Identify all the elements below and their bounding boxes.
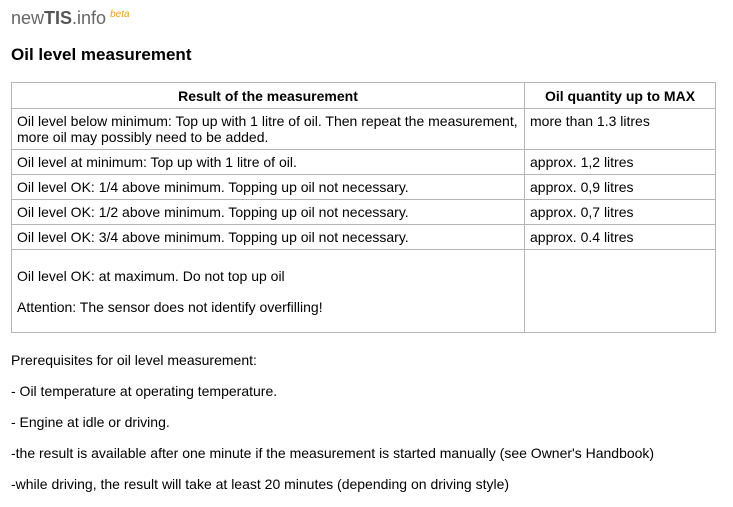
prerequisite-item: - Oil temperature at operating temperature. [11,383,278,399]
prerequisites-section [11,352,654,507]
table-row [12,225,716,250]
prerequisite-item: - Engine at idle or driving. [11,414,170,430]
attention-note: Attention: The sensor does not identify overfilling! [17,298,323,315]
result-cell [12,250,525,333]
table-row [12,109,716,150]
table-row [12,175,716,200]
result-cell: Oil level OK: 1/4 above minimum. Topping up oil not necessary. [12,175,525,200]
table-row [12,200,716,225]
result-cell: Oil level OK: 1/2 above minimum. Topping up oil not necessary. [12,200,525,225]
table-row [12,250,716,333]
result-cell: Oil level below minimum: Top up with 1 litre of oil. Then repeat the measurement, more oil may possibly need to be added. [12,109,525,150]
prerequisite-item: -while driving, the result will take at least 20 minutes (depending on driving style) [11,476,510,492]
prerequisites-heading: Prerequisites for oil level measurement: [11,352,257,368]
quantity-cell: approx. 0,7 litres [525,200,716,225]
quantity-cell: approx. 0.4 litres [525,225,716,250]
table-row [12,150,716,175]
prerequisite-item: -the result is available after one minute if the measurement is started manually (see Owner's Handbook) [11,445,655,461]
result-cell: Oil level OK: 3/4 above minimum. Topping up oil not necessary. [12,225,525,250]
logo-strong: TIS [44,8,73,28]
quantity-cell [525,250,716,333]
beta-badge: beta [110,9,130,20]
header-result: Result of the measurement [12,83,525,109]
logo-prefix: new [11,8,45,28]
quantity-cell: more than 1.3 litres [525,109,716,150]
table-header-row [12,83,716,109]
logo-suffix: .info [72,8,107,28]
result-cell: Oil level at minimum: Top up with 1 litre of oil. [12,150,525,175]
header-quantity: Oil quantity up to MAX [525,83,716,109]
quantity-cell: approx. 1,2 litres [525,150,716,175]
measurement-table [11,82,716,333]
site-logo[interactable] [11,8,130,29]
result-text: Oil level OK: at maximum. Do not top up oil [17,267,285,284]
page-title: Oil level measurement [11,45,192,64]
quantity-cell: approx. 0,9 litres [525,175,716,200]
